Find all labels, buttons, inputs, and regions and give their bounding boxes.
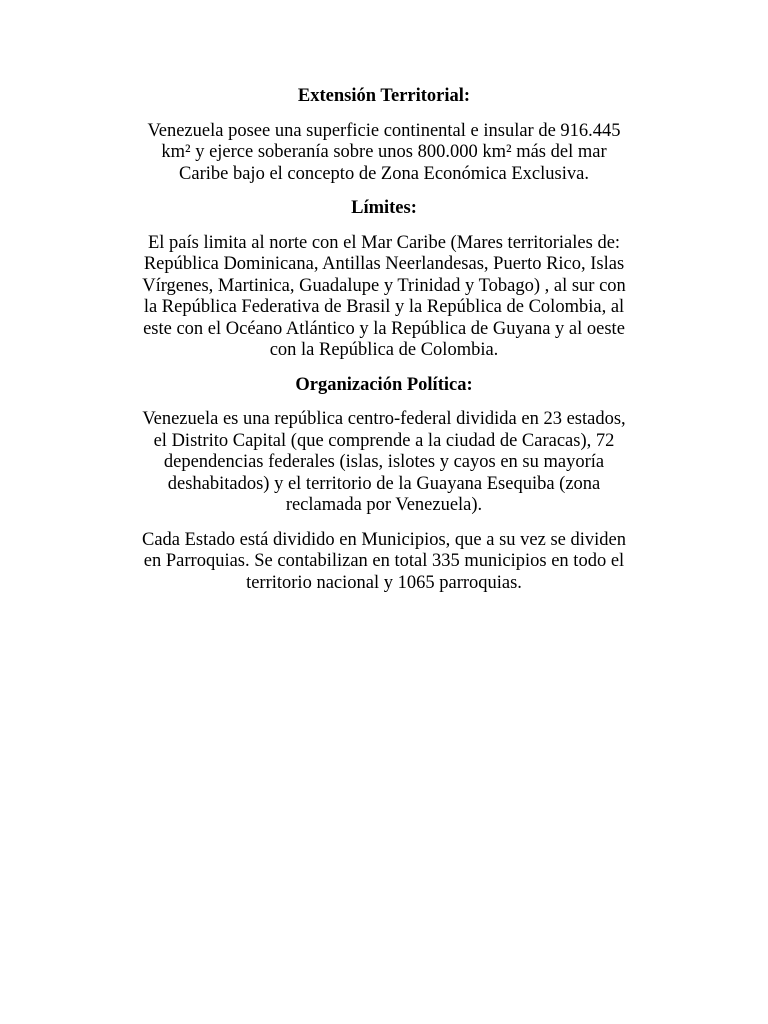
paragraph-limites bbox=[104, 233, 664, 362]
document-body bbox=[104, 86, 664, 607]
paragraph-line: Venezuela es una república centro-federal dividida en 23 estados, bbox=[142, 409, 626, 429]
paragraph-line: km² y ejerce soberanía sobre unos 800.000 km² más del mar bbox=[161, 142, 607, 162]
heading-limites: Límites: bbox=[351, 198, 417, 218]
paragraph-line: Venezuela posee una superficie continental e insular de 916.445 bbox=[147, 120, 621, 141]
paragraph-line: el Distrito Capital (que comprende a la ciudad de Caracas), 72 bbox=[153, 430, 615, 451]
paragraph-line: reclamada por Venezuela). bbox=[285, 495, 483, 515]
paragraph-line: con la República de Colombia. bbox=[269, 340, 499, 360]
paragraph-line: territorio nacional y 1065 parroquias. bbox=[246, 572, 522, 593]
paragraph-line: este con el Océano Atlántico y la República de Guyana y al oeste bbox=[143, 318, 625, 339]
paragraph-line: El país limita al norte con el Mar Caribe (Mares territoriales de: bbox=[147, 232, 621, 253]
paragraph-line: dependencias federales (islas, islotes y cayos en su mayoría bbox=[163, 452, 605, 472]
paragraph-organizacion bbox=[104, 409, 664, 517]
paragraph-line: Cada Estado está dividido en Municipios, que a su vez se dividen bbox=[142, 529, 626, 550]
paragraph-line: República Dominicana, Antillas Neerlandesas, Puerto Rico, Islas bbox=[143, 254, 625, 274]
heading-organizacion-politica: Organización Política: bbox=[295, 374, 473, 395]
paragraph-line: la República Federativa de Brasil y la República de Colombia, al bbox=[143, 297, 625, 317]
paragraph-line: deshabitados) y el territorio de la Guayana Esequiba (zona bbox=[167, 473, 601, 494]
paragraph-municipios bbox=[104, 530, 664, 595]
paragraph-line: Caribe bajo el concepto de Zona Económica Exclusiva. bbox=[179, 163, 589, 184]
paragraph-line: en Parroquias. Se contabilizan en total 335 municipios en todo el bbox=[143, 551, 625, 571]
paragraph-line: Vírgenes, Martinica, Guadalupe y Trinidad y Tobago) , al sur con bbox=[142, 275, 626, 296]
paragraph-extension bbox=[104, 121, 664, 186]
heading-extension-territorial: Extensión Territorial: bbox=[297, 86, 471, 106]
